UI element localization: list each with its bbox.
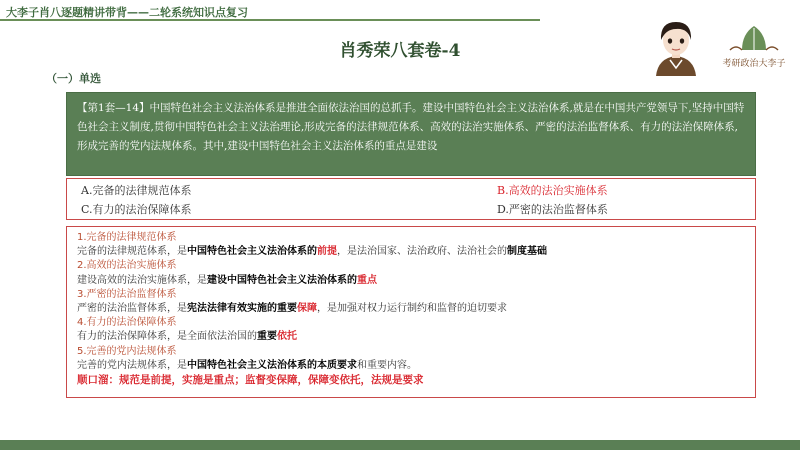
explanation-body: 有力的法治保障体系，是全面依法治国的重要依托: [77, 331, 297, 343]
explanation-heading: 1.完备的法律规范体系: [77, 232, 177, 243]
explanation-body: 建设高效的法治实施体系，是建设中国特色社会主义法治体系的重点: [77, 274, 377, 286]
footer-bar: [0, 440, 800, 450]
explanation-item-1: [77, 231, 745, 259]
question-box: [66, 92, 756, 176]
explanation-box: [66, 226, 756, 398]
logo-leaf-icon: [712, 20, 796, 56]
option-c[interactable]: C.有力的法治保障体系: [81, 203, 192, 216]
question-text: 【第1套—14】中国特色社会主义法治体系是推进全面依法治国的总抓手。建设中国特色社会主义法治体系,就是在中国共产党领导下,坚持中国特色社会主义制度,贯彻中国特色社会主义法治理论,形成完备的法律规范体系、高效的法治实施体系、严密的法治监督体系、有力的法治保障体系,形成完善的党内法规体系。其中,建设中国特色社会主义法治体系的重点是建设: [77, 102, 745, 152]
explanation-heading: 3.严密的法治监督体系: [77, 288, 177, 300]
explanation-item-2: [77, 259, 745, 287]
explanation-heading: 2.高效的法治实施体系: [77, 260, 177, 272]
option-d[interactable]: D.严密的法治监督体系: [497, 203, 608, 216]
explanation-item-5: [77, 345, 745, 373]
explanation-body: 完备的法律规范体系，是中国特色社会主义法治体系的前提，是法治国家、法治政府、法治社会的制度基础: [77, 246, 547, 258]
header-divider: [0, 19, 540, 21]
explanation-body: 完善的党内法规体系，是中国特色社会主义法治体系的本质要求和重要内容。: [77, 359, 417, 371]
section-label: （一）单选: [46, 72, 101, 85]
explanation-heading: 5.完善的党内法规体系: [77, 345, 177, 357]
option-a[interactable]: A.完备的法律规范体系: [81, 184, 192, 197]
explanation-item-3: [77, 288, 745, 316]
logo-text: 考研政治大李子: [722, 59, 786, 69]
options-box: [66, 178, 756, 220]
explanation-body: 严密的法治监督体系，是宪法法律有效实施的重要保障，是加强对权力运行制约和监督的迫切要求: [77, 303, 507, 315]
mnemonic-summary: 顺口溜：规范是前提，实施是重点；监督变保障，保障变依托，法规是要求: [77, 374, 424, 387]
option-b-correct[interactable]: B.高效的法治实施体系: [497, 184, 608, 197]
page-title: 肖秀荣八套卷-4: [339, 41, 461, 61]
explanation-heading: 4.有力的法治保障体系: [77, 317, 177, 329]
explanation-item-4: [77, 316, 745, 344]
header-title: 大李子肖八逐题精讲带背——二轮系统知识点复习: [6, 6, 248, 19]
presenter-avatar-icon: [648, 16, 704, 76]
brand-logo: [712, 20, 796, 72]
